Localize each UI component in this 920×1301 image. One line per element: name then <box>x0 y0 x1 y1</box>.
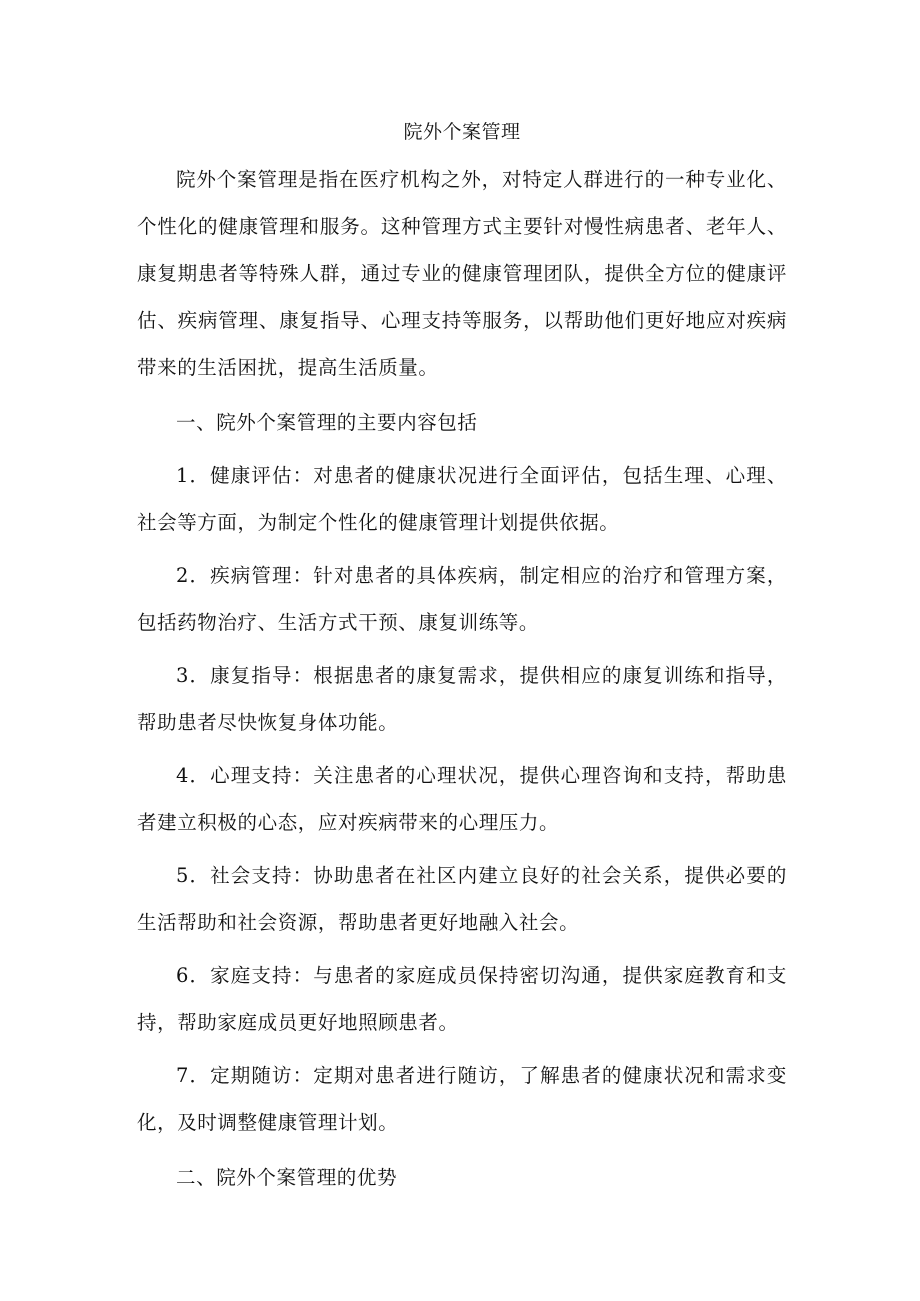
list-item-disease-management: 2．疾病管理：针对患者的具体疾病，制定相应的治疗和管理方案，包括药物治疗、生活方式干预、康复训练等。 <box>137 564 787 634</box>
section-heading-2: 二、院外个案管理的优势 <box>176 1166 398 1189</box>
list-item-regular-followup: 7．定期随访：定期对患者进行随访，了解患者的健康状况和需求变化，及时调整健康管理计划。 <box>137 1064 787 1134</box>
intro-paragraph: 院外个案管理是指在医疗机构之外，对特定人群进行的一种专业化、个性化的健康管理和服务。这种管理方式主要针对慢性病患者、老年人、康复期患者等特殊人群，通过专业的健康管理团队，提供全方位的健康评估、疾病管理、康复指导、心理支持等服务，以帮助他们更好地应对疾病带来的生活困扰，提高生活质量。 <box>137 168 787 379</box>
section-heading-1: 一、院外个案管理的主要内容包括 <box>176 411 478 434</box>
document-body <box>137 112 787 1201</box>
list-item-rehab-guidance: 3．康复指导：根据患者的康复需求，提供相应的康复训练和指导，帮助患者尽快恢复身体功能。 <box>137 664 787 734</box>
list-item-social-support: 5．社会支持：协助患者在社区内建立良好的社会关系，提供必要的生活帮助和社会资源，帮助患者更好地融入社会。 <box>137 864 787 934</box>
list-item-psychological-support: 4．心理支持：关注患者的心理状况，提供心理咨询和支持，帮助患者建立积极的心态，应对疾病带来的心理压力。 <box>137 764 787 834</box>
list-item-family-support: 6．家庭支持：与患者的家庭成员保持密切沟通，提供家庭教育和支持，帮助家庭成员更好地照顾患者。 <box>137 964 787 1034</box>
list-item-health-assessment: 1．健康评估：对患者的健康状况进行全面评估，包括生理、心理、社会等方面，为制定个性化的健康管理计划提供依据。 <box>137 464 787 534</box>
document-title: 院外个案管理 <box>403 121 521 143</box>
